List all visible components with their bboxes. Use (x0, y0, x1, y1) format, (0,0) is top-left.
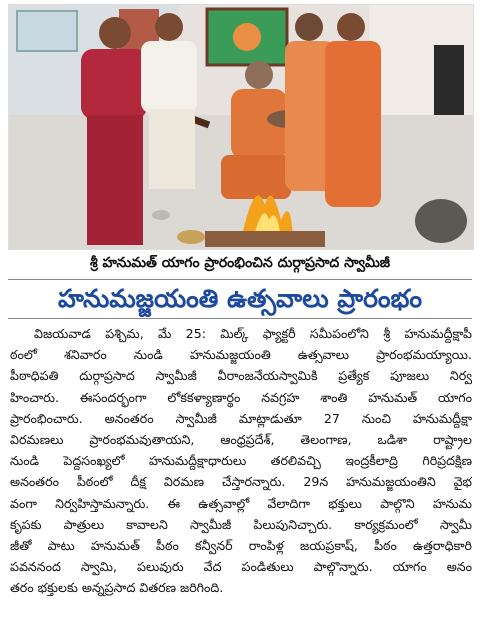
article-body (10, 323, 472, 623)
article-line: ప్రారంభించారు. అనంతరం స్వామీజీ మాట్లాడుతూ 27 నుంచి హనుమద్దీక్షా (10, 410, 472, 426)
article-line: విజయవాడ పశ్చిమ, మే 25: మిల్క్ ఫ్యాక్టరీ సమీపంలోని శ్రీ హనుమద్దీక్షాపీ (34, 326, 472, 341)
article-line: వంగా నిర్వహిస్తామన్నారు. ఈ ఉత్సవాల్లో వేలాదిగా భక్తులు పాల్గొని హనుమ (10, 495, 472, 511)
article-line: నుండి పెద్దసంఖ్యలో హనుమద్దీక్షాధారులు తరలివచ్చి ఇంద్రకీలాద్రి గిరిప్రదక్షిణ (10, 453, 472, 469)
article-line: అనంతరం పీఠంలో దీక్ష విరమణ చేస్తారన్నారు. 29న హనుమజ్జయంతిని వైభ (10, 474, 472, 490)
ritual-photo-illustration (9, 5, 473, 249)
article-line: పవననంద స్వామి, పలువురు వేద పండితులు పాల్గొన్నారు. యాగం అనం (10, 559, 472, 575)
article-line: పీఠాధిపతి దుర్గాప్రసాద స్వామీజీ వీరాంజనేయస్వామికి ప్రత్యేక పూజలు నిర్వ (10, 368, 472, 384)
article-line: తరం భక్తులకు అన్నప్రసాద వితరణ జరిగింది. (10, 580, 224, 596)
article-line: విరమణలు ప్రారంభమవుతాయని, ఆంధ్రప్రదేశ్, తెలంగాణ, ఒడిశా రాష్ట్రాల (10, 431, 472, 447)
article-line: జీతో పాటు హనుమత్ పీఠం కన్వీనర్ రాంపిళ్ల జయప్రకాష్, పీఠం ఉత్తరాధికారి (10, 537, 472, 553)
article-line: ఠంలో శనివారం నుండి హనుమజ్జయంతి ఉత్సవాలు ప్రారంభమయ్యాయి. (10, 347, 472, 363)
article-line: కృపకు పాత్రులు కావాలని స్వామీజీ పిలుపునిచ్చారు. కార్యక్రమంలో స్వామీ (10, 516, 472, 532)
news-photo (8, 4, 474, 250)
photo-caption: శ్రీ హనుమత్ యాగం ప్రారంభించిన దుర్గాప్రసాద స్వామీజీ (89, 255, 391, 271)
headline: హనుమజ్జయంతి ఉత్సవాలు ప్రారంభం (57, 284, 423, 313)
divider-bottom (8, 318, 472, 319)
article-line: హించారు. ఈసందర్భంగా లోకకళ్యాణార్థం నవగ్రహ శాంతి హనుమత్ యాగం (10, 389, 472, 405)
